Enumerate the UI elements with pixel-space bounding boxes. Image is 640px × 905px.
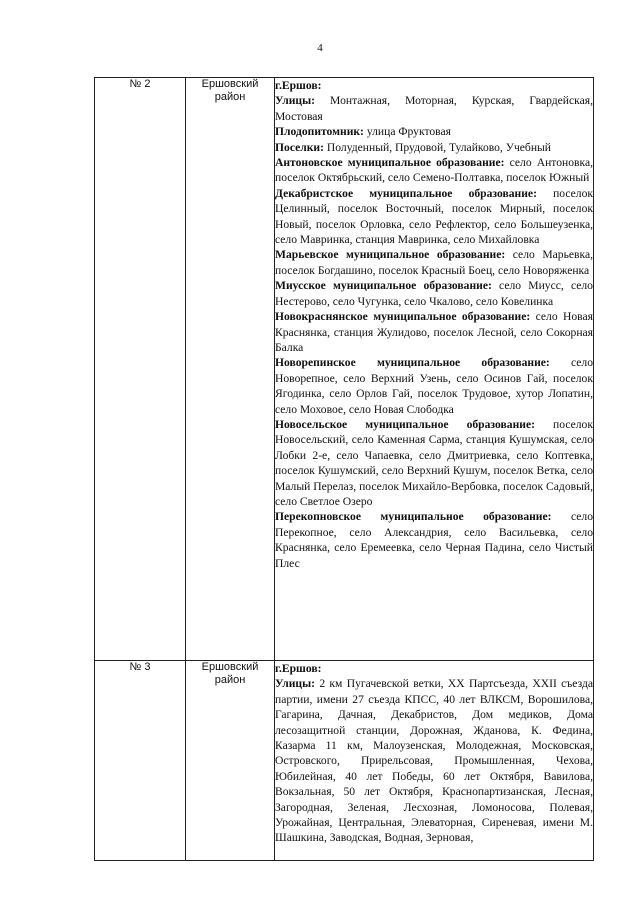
address-block: [275, 124, 593, 139]
district-type: район: [214, 674, 246, 686]
address-label: Декабристское муниципальное образование:: [275, 186, 537, 200]
address-text: село Миусс, село Нестерово, село Чугунка, село Чкалово, село Ковелинка: [275, 279, 593, 308]
address-label: Улицы:: [275, 677, 315, 691]
address-text: поселок Новосельский, село Каменная Сарма, станция Кушумская, село Лобки 2-е, село Чапаевка, село Дмитриевка, село Коптевка, поселок Кушумский, село Верхний Кушум, поселок Ветка, село Малый Перелаз, поселок Михайло-Вербовка, поселок Садовый, село Светлое Озеро: [275, 417, 593, 508]
address-block: [275, 155, 593, 186]
district-name: Ершовский: [201, 78, 259, 90]
address-text: улица Фруктовая: [366, 125, 451, 139]
address-label: г.Ершов:: [275, 79, 322, 92]
address-block: [275, 247, 593, 278]
address-text: село Новорепное, село Верхний Узень, село Осинов Гай, поселок Ягодинка, село Орлов Гай, поселок Трудовое, хутор Лопатин, село Моховое, село Новая Слободка: [275, 356, 593, 416]
address-label: г.Ершов:: [275, 662, 322, 675]
address-block: [275, 278, 593, 309]
address-block: [275, 417, 593, 509]
address-text: село Антоновка, поселок Октябрьский, село Семено-Полтавка, поселок Южный: [275, 156, 593, 185]
district-cell: [186, 78, 275, 661]
address-label: Плодопитомник:: [275, 125, 364, 139]
address-block: [275, 78, 593, 93]
table-body: [95, 78, 594, 861]
address-text: Полуденный, Прудовой, Тулайково, Учебный: [326, 140, 552, 154]
addresses-cell: [275, 78, 594, 661]
table-row: [95, 661, 594, 861]
address-label: Антоновское муниципальное образование:: [275, 156, 505, 170]
address-label: Марьевское муниципальное образование:: [275, 248, 506, 262]
address-label: Миусское муниципальное образование:: [275, 279, 492, 293]
address-block: [275, 355, 593, 417]
address-label: Новокраснянское муниципальное образование:: [275, 310, 531, 324]
address-label: Поселки:: [275, 140, 324, 154]
address-text: село Марьевка, поселок Богдашино, поселок Красный Боец, село Новоряженка: [275, 248, 593, 277]
page-number: 4: [317, 42, 323, 54]
address-block: [275, 661, 593, 676]
address-text: село Перекопное, село Александрия, село Васильевка, село Краснянка, село Еремеевка, село Черная Падина, село Чистый Плес: [275, 510, 593, 570]
row-number: № 3: [95, 661, 186, 861]
address-label: Новосельское муниципальное образование:: [275, 417, 535, 431]
address-text: село Новая Краснянка, станция Жулидово, поселок Лесной, село Сокорная Балка: [275, 310, 593, 354]
row-number: № 2: [95, 78, 186, 661]
district-cell: [186, 661, 275, 861]
district-type: район: [214, 91, 246, 103]
address-block: [275, 186, 593, 248]
address-block: [275, 509, 593, 571]
address-text: 2 км Пугачевской ветки, XX Партсъезда, XXII съезда партии, имени 27 съезда КПСС, 40 лет ВЛКСМ, Ворошилова, Гагарина, Дачная, Декабристов, Дом медиков, Дома лесозащитной станции, Дорожная, Жданова, К. Федина, Казарма 11 км, Малоузенская, Молодежная, Московская, Островского, Прирельсовая, Промышленная, Чехова, Юбилейная, 40 лет Победы, 60 лет Октября, Вавилова, Вокзальная, 50 лет Октября, Краснопартизанская, Лесная, Загородная, Зеленая, Лесхозная, Ломоносова, Полевая, Урожайная, Центральная, Элеваторная, Сиреневая, имени М. Шашкина, Заводская, Водная, Зерновая,: [275, 677, 593, 845]
address-label: Улицы:: [275, 94, 315, 108]
address-block: [275, 309, 593, 355]
address-text: Монтажная, Моторная, Курская, Гвардейская, Мостовая: [275, 94, 593, 123]
districts-table: [94, 77, 594, 861]
district-name: Ершовский: [201, 661, 259, 673]
address-block: [275, 140, 593, 155]
address-text: поселок Целинный, поселок Восточный, поселок Мирный, поселок Новый, поселок Орловка, село Рефлектор, село Большеузенка, село Мавринка, станция Мавринка, село Михайловка: [275, 186, 594, 247]
addresses-cell: [275, 661, 594, 861]
address-label: Новорепинское муниципальное образование:: [275, 356, 550, 370]
table-row: [95, 78, 594, 661]
address-block: [275, 676, 593, 845]
address-block: [275, 93, 593, 124]
address-label: Перекопновское муниципальное образование:: [275, 510, 552, 524]
